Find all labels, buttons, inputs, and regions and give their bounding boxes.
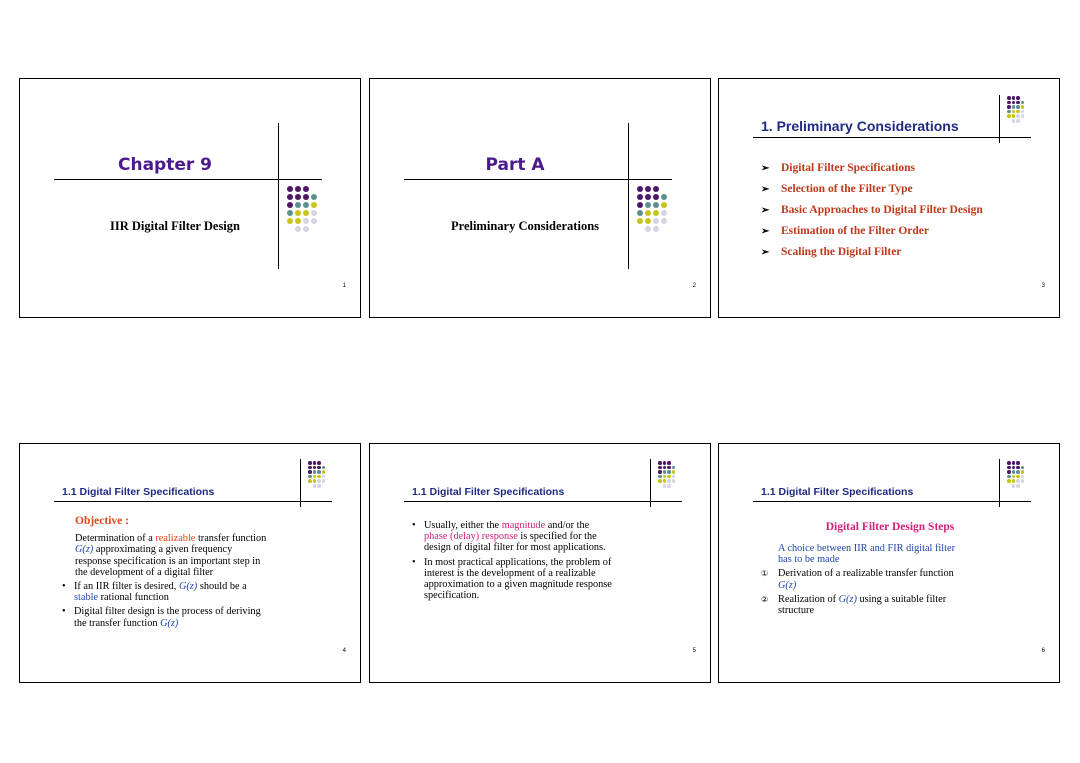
dot bbox=[303, 202, 309, 208]
dot bbox=[1016, 101, 1020, 105]
dot bbox=[1016, 119, 1020, 123]
dot bbox=[667, 461, 671, 465]
dot bbox=[672, 466, 676, 470]
title-rule bbox=[54, 179, 322, 180]
slide-number: 3 bbox=[1041, 283, 1045, 289]
bullet-item: • In most practical applications, the problem of interest is the development of a realizable approximation to a given magnitude response specification. bbox=[412, 556, 612, 602]
slide-body bbox=[761, 543, 1051, 616]
dot bbox=[311, 194, 317, 200]
dot bbox=[295, 194, 301, 200]
dot bbox=[658, 466, 662, 470]
dot bbox=[308, 470, 312, 474]
dot bbox=[1007, 105, 1011, 109]
list-item: ➢ Basic Approaches to Digital Filter Design bbox=[761, 200, 983, 221]
dot bbox=[1007, 96, 1011, 100]
slide-title: 1. Preliminary Considerations bbox=[761, 118, 959, 134]
dot bbox=[287, 202, 293, 208]
dot bbox=[637, 194, 643, 200]
dot bbox=[311, 202, 317, 208]
arrow-bullet-icon: ➢ bbox=[761, 205, 770, 216]
dot bbox=[1007, 114, 1011, 118]
title-vertical-rule bbox=[278, 123, 279, 269]
dot bbox=[661, 218, 667, 224]
slide-body bbox=[412, 520, 702, 601]
dot bbox=[1016, 110, 1020, 114]
bullet-item: • Digital filter design is the process of deriving the transfer function G(z) bbox=[62, 606, 261, 629]
dot bbox=[287, 218, 293, 224]
dot bbox=[1012, 475, 1016, 479]
dot bbox=[653, 186, 659, 192]
title-rule bbox=[753, 137, 1031, 138]
dot bbox=[663, 475, 667, 479]
dot bbox=[653, 226, 659, 232]
arrow-bullet-icon: ➢ bbox=[761, 226, 770, 237]
dot bbox=[1012, 119, 1016, 123]
arrow-bullet-icon: ➢ bbox=[761, 184, 770, 195]
dot bbox=[1021, 101, 1025, 105]
dot bbox=[637, 202, 643, 208]
dot bbox=[653, 218, 659, 224]
dot bbox=[663, 461, 667, 465]
slide-body bbox=[62, 516, 352, 629]
dot bbox=[658, 470, 662, 474]
dot bbox=[303, 186, 309, 192]
dot bbox=[1012, 110, 1016, 114]
dot bbox=[303, 226, 309, 232]
dot bbox=[667, 470, 671, 474]
arrow-bullet-icon: ➢ bbox=[761, 163, 770, 174]
dot bbox=[645, 226, 651, 232]
slide-4[interactable] bbox=[19, 443, 361, 683]
slide-3[interactable] bbox=[718, 78, 1060, 318]
list-item: ② Realization of G(z) using a suitable filter structure bbox=[761, 593, 947, 617]
dot bbox=[287, 210, 293, 216]
dot bbox=[1016, 470, 1020, 474]
dot bbox=[661, 202, 667, 208]
dot bbox=[322, 479, 326, 483]
dot bbox=[658, 461, 662, 465]
dot bbox=[295, 186, 301, 192]
dot bbox=[663, 484, 667, 488]
bullet-icon: • bbox=[62, 606, 66, 618]
dot bbox=[672, 470, 676, 474]
dot bbox=[317, 461, 321, 465]
dot bbox=[317, 484, 321, 488]
dot bbox=[313, 466, 317, 470]
dot bbox=[1007, 466, 1011, 470]
dot bbox=[1016, 475, 1020, 479]
dot bbox=[1012, 114, 1016, 118]
dot bbox=[1012, 470, 1016, 474]
slide-title: 1.1 Digital Filter Specifications bbox=[62, 486, 215, 498]
title-vertical-rule bbox=[999, 459, 1000, 507]
dot bbox=[1021, 475, 1025, 479]
paragraph: A choice between IIR and FIR digital filter has to be made bbox=[778, 543, 955, 566]
dot bbox=[1021, 110, 1025, 114]
dot bbox=[308, 466, 312, 470]
title-rule bbox=[404, 179, 672, 180]
title-rule bbox=[404, 501, 682, 502]
slide-number: 4 bbox=[342, 648, 346, 654]
dot bbox=[663, 466, 667, 470]
slide-number: 6 bbox=[1041, 648, 1045, 654]
dot bbox=[1012, 466, 1016, 470]
dot bbox=[295, 202, 301, 208]
circled-one-icon: ① bbox=[761, 569, 769, 579]
slide-2[interactable] bbox=[369, 78, 711, 318]
slide-title: 1.1 Digital Filter Specifications bbox=[412, 486, 565, 498]
dot bbox=[1007, 475, 1011, 479]
dot bbox=[653, 210, 659, 216]
dot bbox=[1016, 479, 1020, 483]
dot bbox=[1016, 466, 1020, 470]
dot bbox=[672, 479, 676, 483]
dot bbox=[663, 479, 667, 483]
dot bbox=[672, 475, 676, 479]
dot bbox=[1016, 96, 1020, 100]
dot bbox=[653, 194, 659, 200]
dot bbox=[287, 186, 293, 192]
slide-number: 5 bbox=[692, 648, 696, 654]
topic-list bbox=[761, 158, 983, 263]
dot bbox=[303, 218, 309, 224]
dot bbox=[645, 218, 651, 224]
dot bbox=[645, 202, 651, 208]
dot bbox=[663, 470, 667, 474]
bullet-icon: • bbox=[62, 581, 66, 593]
dot bbox=[1012, 479, 1016, 483]
dot bbox=[667, 475, 671, 479]
dot bbox=[317, 466, 321, 470]
dot bbox=[313, 479, 317, 483]
dot bbox=[1021, 114, 1025, 118]
slide-title: 1.1 Digital Filter Specifications bbox=[761, 486, 914, 498]
dot bbox=[637, 218, 643, 224]
list-item: ➢ Digital Filter Specifications bbox=[761, 158, 983, 179]
dot bbox=[1021, 105, 1025, 109]
dot bbox=[661, 194, 667, 200]
objective-label: Objective : bbox=[75, 515, 129, 527]
dot bbox=[308, 475, 312, 479]
bullet-item: • Usually, either the magnitude and/or the phase (delay) response is specified for the design of digital filter for most applications. bbox=[412, 520, 606, 554]
dot bbox=[667, 484, 671, 488]
section-heading: Digital Filter Design Steps bbox=[825, 521, 955, 533]
dot bbox=[313, 461, 317, 465]
slide-5[interactable] bbox=[369, 443, 711, 683]
title-vertical-rule bbox=[999, 95, 1000, 143]
slide-subtitle: IIR Digital Filter Design bbox=[110, 219, 240, 233]
dot bbox=[317, 479, 321, 483]
dot bbox=[322, 470, 326, 474]
dot bbox=[1016, 484, 1020, 488]
dot bbox=[303, 210, 309, 216]
dot bbox=[311, 210, 317, 216]
dot bbox=[1016, 114, 1020, 118]
dot bbox=[1021, 466, 1025, 470]
dot bbox=[1007, 110, 1011, 114]
dot bbox=[1007, 470, 1011, 474]
dot bbox=[308, 479, 312, 483]
dot bbox=[322, 475, 326, 479]
list-item: ➢ Estimation of the Filter Order bbox=[761, 221, 983, 242]
dot bbox=[658, 479, 662, 483]
dot bbox=[313, 470, 317, 474]
dot bbox=[1012, 101, 1016, 105]
dot bbox=[661, 210, 667, 216]
bullet-icon: • bbox=[412, 556, 416, 568]
dot bbox=[1021, 470, 1025, 474]
list-item: ➢ Scaling the Digital Filter bbox=[761, 242, 983, 263]
dot bbox=[1007, 101, 1011, 105]
dot bbox=[667, 479, 671, 483]
dot bbox=[658, 475, 662, 479]
bullet-icon: • bbox=[412, 520, 416, 531]
dot bbox=[317, 470, 321, 474]
dot bbox=[1016, 461, 1020, 465]
title-vertical-rule bbox=[300, 459, 301, 507]
dot bbox=[645, 186, 651, 192]
slide-subtitle: Preliminary Considerations bbox=[450, 219, 600, 233]
dot bbox=[1007, 479, 1011, 483]
title-rule bbox=[753, 501, 1031, 502]
dot bbox=[303, 194, 309, 200]
dot bbox=[287, 194, 293, 200]
circled-two-icon: ② bbox=[761, 594, 769, 604]
dot bbox=[308, 461, 312, 465]
list-item: ① Derivation of a realizable transfer function G(z) bbox=[761, 568, 954, 591]
dot bbox=[1012, 461, 1016, 465]
title-rule bbox=[54, 501, 332, 502]
dot bbox=[645, 210, 651, 216]
arrow-bullet-icon: ➢ bbox=[761, 247, 770, 258]
dot bbox=[1012, 105, 1016, 109]
slide-title: Chapter 9 bbox=[117, 155, 212, 175]
dot bbox=[317, 475, 321, 479]
slide-1[interactable] bbox=[19, 78, 361, 318]
slide-title: Part A bbox=[485, 155, 545, 175]
slide-6[interactable] bbox=[718, 443, 1060, 683]
dot bbox=[1012, 484, 1016, 488]
slide-number: 1 bbox=[342, 283, 346, 289]
dot bbox=[645, 194, 651, 200]
dot bbox=[295, 218, 301, 224]
slide-number: 2 bbox=[692, 283, 696, 289]
dot bbox=[1016, 105, 1020, 109]
dot bbox=[313, 475, 317, 479]
dot bbox=[637, 210, 643, 216]
dot bbox=[295, 210, 301, 216]
paragraph: Determination of a realizable transfer function G(z) approximating a given frequency response specification is an important step in the development of a digital filter bbox=[75, 533, 267, 578]
dot bbox=[1012, 96, 1016, 100]
dot bbox=[637, 186, 643, 192]
dot bbox=[313, 484, 317, 488]
dot bbox=[1007, 461, 1011, 465]
bullet-item: • If an IIR filter is desired, G(z) should be a stable rational function bbox=[62, 581, 247, 604]
dot bbox=[667, 466, 671, 470]
dot bbox=[322, 466, 326, 470]
dot bbox=[653, 202, 659, 208]
dot bbox=[1021, 479, 1025, 483]
list-item: ➢ Selection of the Filter Type bbox=[761, 179, 983, 200]
dot bbox=[311, 218, 317, 224]
title-vertical-rule bbox=[650, 459, 651, 507]
title-vertical-rule bbox=[628, 123, 629, 269]
dot bbox=[295, 226, 301, 232]
